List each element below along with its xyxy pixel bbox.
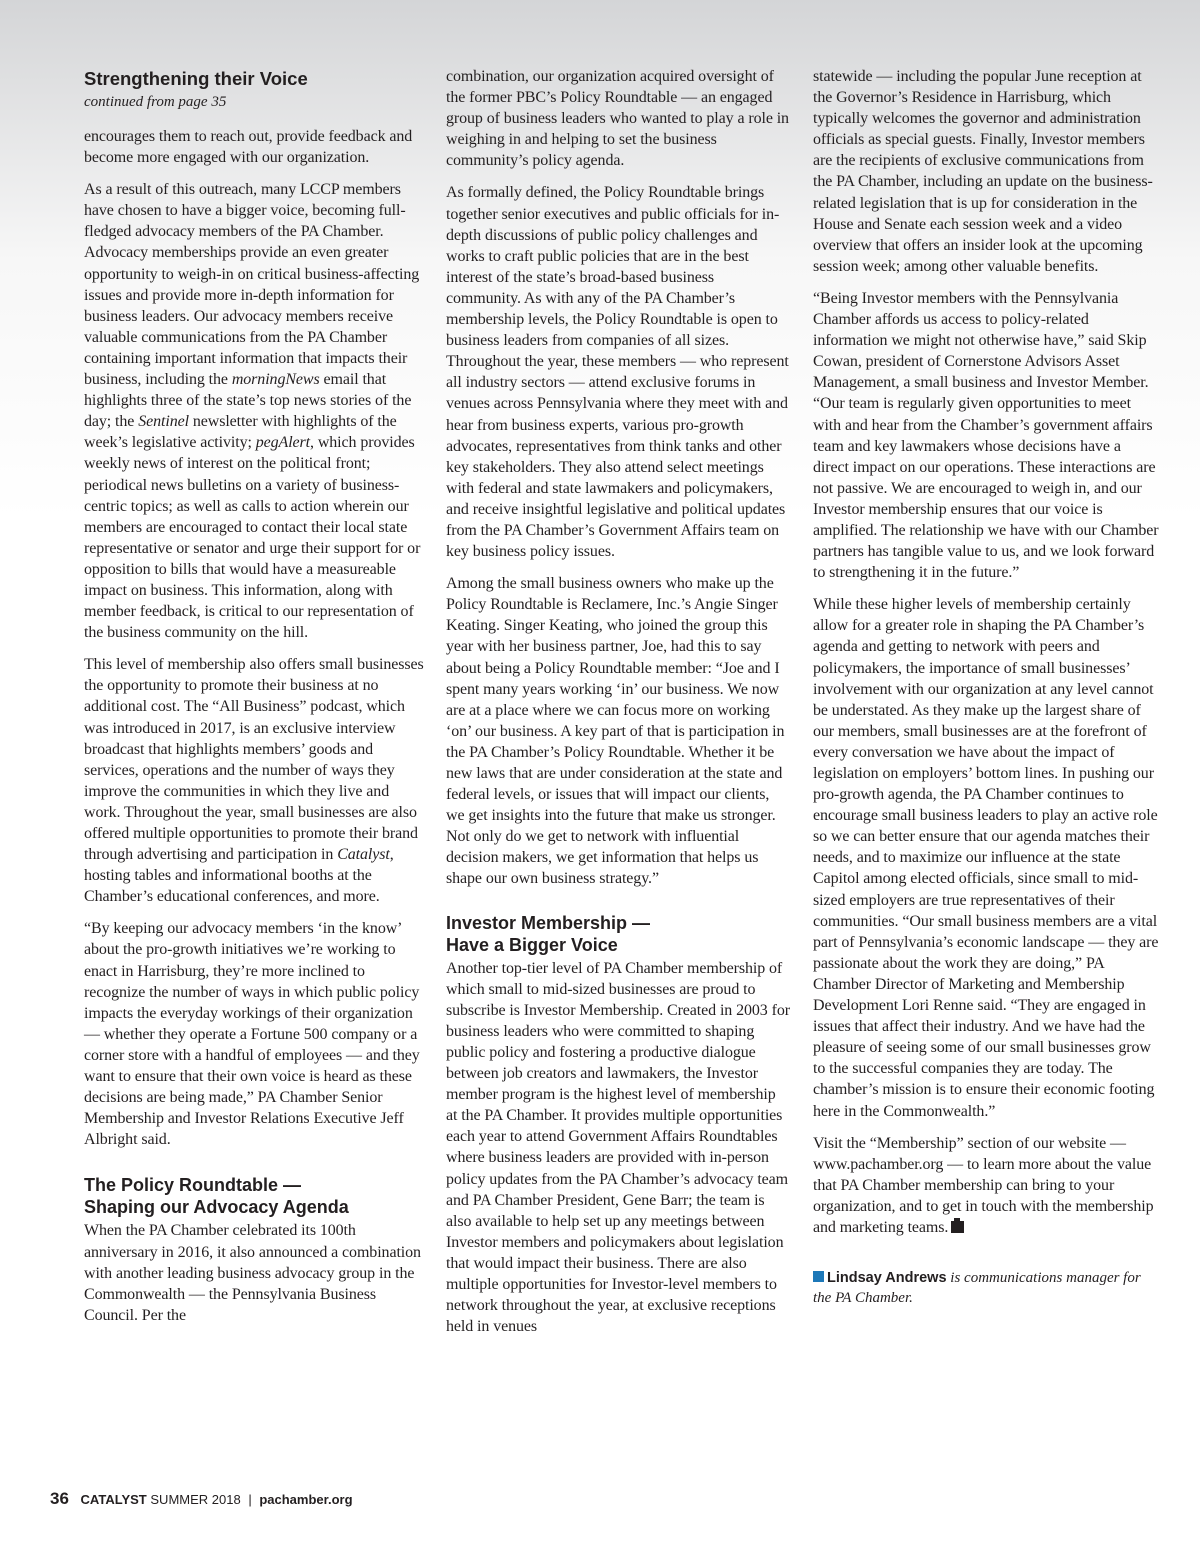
issue-label: SUMMER 2018 bbox=[150, 1492, 241, 1507]
column-2 bbox=[446, 66, 790, 1348]
author-byline bbox=[813, 1268, 1159, 1308]
article-title: Strengthening their Voice bbox=[84, 68, 308, 89]
paragraph: When the PA Chamber celebrated its 100th anniversary in 2016, it also announced a combination with another leading business advocacy group in the Commonwealth — the Pennsylvania Business Council. Per the bbox=[84, 1222, 421, 1324]
paragraph: “Being Investor members with the Pennsylvania Chamber affords us access to policy-related information we might not otherwise have,” said Skip Cowan, president of Cornerstone Advisors Asset Management, a small business and Investor Member. “Our team is regularly given opportunities to meet with and hear from the Chamber’s government affairs team and key lawmakers whose decisions have a direct impact on our operations. These interactions are not passive. We are encouraged to weigh in, and our Investor membership ensures that our voice is amplified. The relationship we have with our Chamber partners has tangible value to us, and we look forward to strengthening it in the future.” bbox=[813, 289, 1159, 582]
footer-separator: | bbox=[248, 1492, 252, 1507]
paragraph: combination, our organization acquired oversight of the former PBC’s Policy Roundtable — an engaged group of business leaders who wanted to play a role in weighing in and helping to set the business community’s policy agenda. bbox=[446, 68, 789, 170]
paragraph: “By keeping our advocacy members ‘in the know’ about the pro-growth initiatives we’re working to enact in Harrisburg, they’re more inclined to recognize the number of ways in which public policy impacts the everyday workings of their organization — whether they operate a Fortune 500 company or a corner store with a handful of employees — and they want to ensure that their own voice is heard as these decisions are being made,” PA Chamber Senior Membership and Investor Relations Executive Jeff Albright said. bbox=[84, 920, 420, 1149]
publication-name: pegAlert bbox=[255, 434, 311, 452]
paragraph: As a result of this outreach, many LCCP members have chosen to have a bigger voice, becoming full-fledged advocacy members of the PA Chamber. Advocacy memberships provide an even greater opportunity to weigh-in on critical business-affecting issues and provide more in-depth information for business leaders. Our advocacy members receive valuable communications from the PA Chamber containing important information that impacts their business, including the morningNews email that highlights three of the state’s top news stories of the day; the Sentinel newsletter with highlights of the week’s legislative activity; pegAlert, which provides weekly news of interest on the political front; periodical news bulletins on a variety of business-centric topics; as well as calls to action wherein our members are encouraged to contact their local state representative or senator and urge their support for or opposition to bills that would have a measureable impact on business. This information, along with member feedback, is critical to our representation of the business community on the hill. bbox=[84, 181, 421, 642]
publication-name: morningNews bbox=[231, 371, 320, 389]
author-role: is communications manager for the PA Chamber. bbox=[813, 1270, 1141, 1307]
page-number: 36 bbox=[50, 1489, 69, 1508]
paragraph: While these higher levels of membership certainly allow for a greater role in shaping the PA Chamber’s agenda and getting to network with peers and policymakers, the importance of small businesses’ involvement with our organization at any level cannot be understated. As they make up the largest share of our members, small businesses are at the forefront of every conversation we have about the impact of legislation on employers’ bottom lines. In pushing our pro-growth agenda, the PA Chamber continues to encourage small business leaders to play an active role so we can better ensure that our agenda matches their needs, and to maximize our influence at the state Capitol among elected officials, since small to mid-sized employers are true representatives of their communities. “Our small business members are a vital part of Pennsylvania’s economic landscape — they are passionate about the work they are doing,” PA Chamber Director of Marketing and Membership Development Lori Renne said. “They are engaged in issues that affect their industry. And we have had the pleasure of seeing some of our small businesses grow to the successful companies they are today. The chamber’s mission is to ensure their economic footing here in the Commonwealth.” bbox=[813, 596, 1159, 1120]
paragraph: This level of membership also offers small businesses the opportunity to promote their business at no additional cost. The “All Business” podcast, which was introduced in 2017, is an exclusive interview broadcast that highlights members’ goods and services, operations and the number of ways they improve the communities in which they live and work. Throughout the year, small businesses are also offered multiple opportunities to promote their brand through advertising and participation in Catalyst, hosting tables and informational booths at the Chamber’s educational conferences, and more. bbox=[84, 656, 424, 906]
website-link[interactable]: pachamber.org bbox=[259, 1492, 353, 1507]
section-heading: The Policy Roundtable — Shaping our Advocacy Agenda bbox=[84, 1175, 349, 1218]
square-bullet-icon bbox=[813, 1271, 824, 1282]
publication-name: Sentinel bbox=[138, 413, 189, 431]
column-3 bbox=[813, 66, 1159, 1308]
paragraph: Another top-tier level of PA Chamber membership of which small to mid-sized businesses are proud to subscribe is Investor Membership. Created in 2003 for business leaders who were committed to shaping public policy and fostering a productive dialogue between job creators and lawmakers, the Investor member program is the highest level of membership at the PA Chamber. It provides multiple opportunities each year to attend Government Affairs Roundtables where business leaders are provided with in-person policy updates from the PA Chamber’s advocacy team and PA Chamber President, Gene Barr; the team is also available to help set up any meetings between Investor members and policymakers about legislation that would impact their business. There are also multiple opportunities for Investor-level members to network throughout the year, at exclusive receptions held in venues bbox=[446, 959, 790, 1336]
column-1 bbox=[84, 66, 428, 1337]
magazine-name: CATALYST bbox=[80, 1492, 147, 1507]
paragraph: As formally defined, the Policy Roundtable brings together senior executives and public officials for in-depth discussions of public policy challenges and works to craft public policies that are in the best interest of the state’s broad-based business community. As with any of the PA Chamber’s membership levels, the Policy Roundtable is open to business leaders from companies of all sizes. Throughout the year, these members — who represent all industry sectors — attend exclusive forums in venues across Pennsylvania where they meet with and hear from business experts, various pro-growth advocates, representatives from think tanks and other key stakeholders. They also attend select meetings with federal and state lawmakers and policymakers, and receive insightful legislative and political updates from the PA Chamber’s Government Affairs team on key business policy issues. bbox=[446, 184, 789, 561]
paragraph: Visit the “Membership” section of our website — www.pachamber.org — to learn more about the value that PA Chamber membership can bring to your organization, and to get in touch with the membership and marketing teams. bbox=[813, 1134, 1154, 1236]
paragraph: Among the small business owners who make up the Policy Roundtable is Reclamere, Inc.’s Angie Singer Keating. Singer Keating, who joined the group this year with her business partner, Joe, had this to say about being a Policy Roundtable member: “Joe and I spent many years working ‘in’ our business. We now are at a place where we can focus more on working ‘on’ our business. A key part of that is participation in the PA Chamber’s Policy Roundtable. Whether it be new laws that are under consideration at the state and federal levels, or issues that will impact our clients, we get insights into the future that make us stronger. Not only do we get to network with influential decision makers, we get information that helps us shape our own business strategy.” bbox=[446, 575, 785, 888]
author-name: Lindsay Andrews bbox=[827, 1270, 947, 1287]
section-heading: Investor Membership — Have a Bigger Voice bbox=[446, 912, 651, 955]
page-footer bbox=[50, 1489, 353, 1509]
end-mark-icon bbox=[951, 1220, 965, 1233]
publication-name: Catalyst bbox=[337, 846, 390, 864]
paragraph: statewide — including the popular June reception at the Governor’s Residence in Harrisburg, which typically welcomes the governor and administration officials as special guests. Finally, Investor members are the recipients of exclusive communications from the PA Chamber, including an update on the business-related legislation that is up for consideration in the House and Senate each session week and a video overview that offers an insider look at the upcoming session week; among other valuable benefits. bbox=[813, 68, 1153, 275]
continued-note: continued from page 35 bbox=[84, 94, 227, 110]
paragraph: encourages them to reach out, provide feedback and become more engaged with our organization. bbox=[84, 128, 413, 167]
